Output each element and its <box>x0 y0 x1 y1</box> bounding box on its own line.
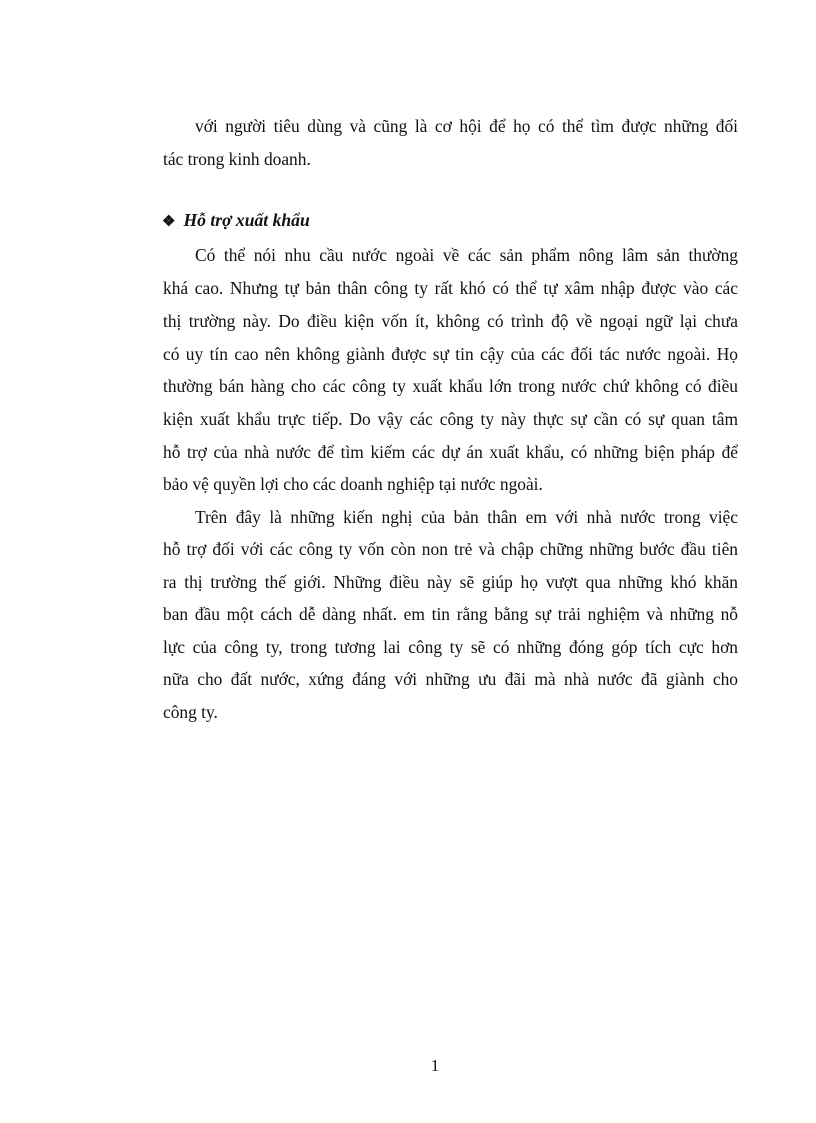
paragraph-1-line-7: hỗ trợ của nhà nước để tìm kiếm các dự án xuất khẩu, có những biện pháp để <box>163 442 738 462</box>
paragraph-2-line-2: hỗ trợ đối với các công ty vốn còn non trẻ và chập chững những bước đầu tiên <box>163 539 738 559</box>
diamond-bullet-icon: ❖ <box>162 214 176 230</box>
paragraph-1-line-5: thường bán hàng cho các công ty xuất khẩu lớn trong nước chứ không có điều <box>163 376 738 396</box>
paragraph-2-line-6: nữa cho đất nước, xứng đáng với những ưu đãi mà nhà nước đã giành cho <box>163 669 738 689</box>
paragraph-2-line-7: công ty. <box>163 702 218 722</box>
paragraph-2-line-3: ra thị trường thế giới. Những điều này sẽ giúp họ vượt qua những khó khăn <box>163 572 738 592</box>
paragraph-2-line-1: Trên đây là những kiến nghị của bản thân em với nhà nước trong việc <box>195 507 738 527</box>
paragraph-1-line-3: thị trường này. Do điều kiện vốn ít, không có trình độ về ngoại ngữ lại chưa <box>163 311 738 331</box>
paragraph-1-line-1: Có thể nói nhu cầu nước ngoài về các sản phẩm nông lâm sản thường <box>195 245 738 265</box>
paragraph-1-line-8: bảo vệ quyền lợi cho các doanh nghiệp tại nước ngoài. <box>163 474 543 494</box>
paragraph-1-line-4: có uy tín cao nên không giành được sự tin cậy của các đối tác nước ngoài. Họ <box>163 344 738 364</box>
paragraph-1-line-2: khá cao. Nhưng tự bản thân công ty rất khó có thể tự xâm nhập được vào các <box>163 278 738 298</box>
paragraph-1-line-6: kiện xuất khẩu trực tiếp. Do vậy các công ty này thực sự cần có sự quan tâm <box>163 409 738 429</box>
paragraph-2-line-5: lực của công ty, trong tương lai công ty sẽ có những đóng góp tích cực hơn <box>163 637 738 657</box>
section-heading <box>162 210 310 231</box>
paragraph-2-line-4: ban đầu một cách dễ dàng nhất. em tin rằng bằng sự trải nghiệm và những nỗ <box>163 604 738 624</box>
section-heading-text: Hỗ trợ xuất khẩu <box>183 210 310 230</box>
intro-line-1: với người tiêu dùng và cũng là cơ hội để họ có thể tìm được những đối <box>195 116 738 136</box>
intro-line-2: tác trong kinh doanh. <box>163 149 311 169</box>
page-number: 1 <box>430 1056 440 1075</box>
